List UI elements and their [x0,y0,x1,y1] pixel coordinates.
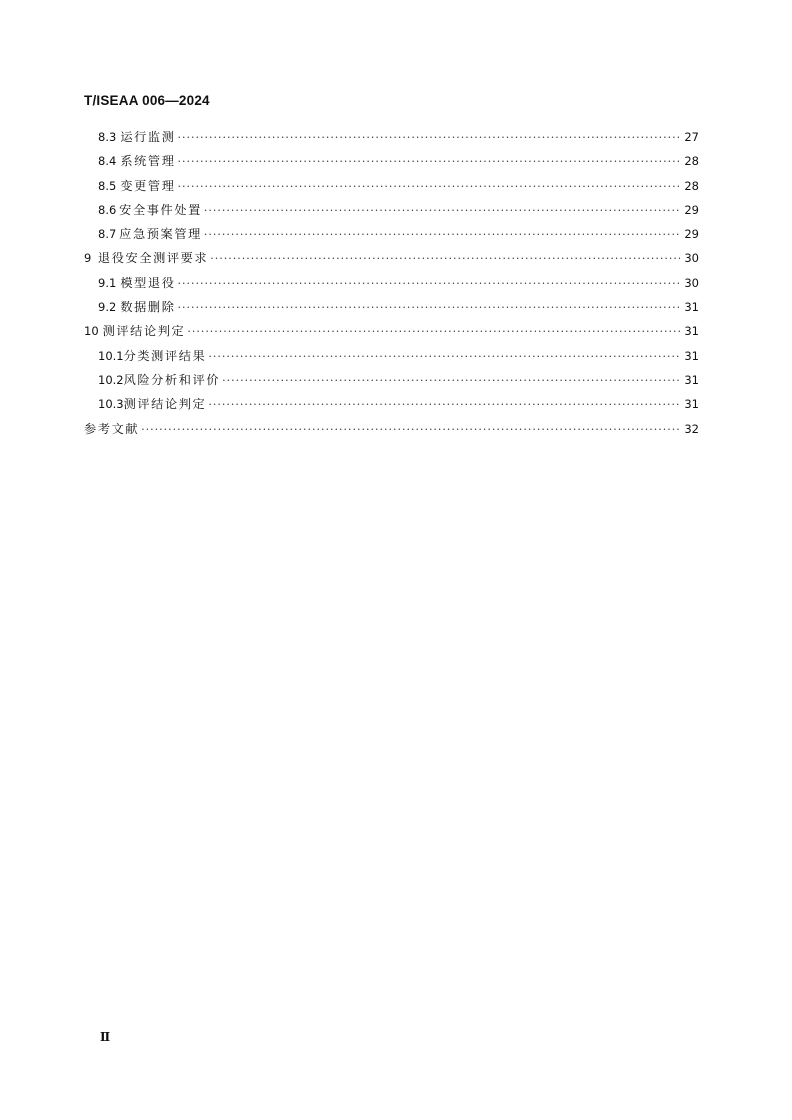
toc-number: 10 [84,324,99,339]
toc-title: 测评结论判定 [102,324,186,339]
toc-number: 8.6 [98,202,117,217]
toc-number: 8.3 [98,130,117,144]
toc-entry-9-1[interactable] [84,274,699,298]
dot-leader [178,131,681,144]
dot-leader [178,301,681,314]
toc-page-number: 29 [684,227,699,242]
toc-number: 9.2 [98,300,117,315]
toc-title: 运行监测 [120,130,176,144]
dot-leader [208,350,680,363]
dot-leader [204,228,680,241]
dot-leader [208,398,680,411]
toc-title: 安全事件处置 [119,202,202,217]
toc-entry-10-2[interactable] [84,371,699,395]
toc-title: 参考文献 [84,421,140,436]
toc-page-number: 30 [684,275,699,290]
toc-title: 变更管理 [120,178,176,193]
toc-entry-8-6[interactable] [84,201,699,225]
toc-entry-9[interactable] [84,249,699,273]
toc-entry-references[interactable] [84,420,699,444]
table-of-contents [84,128,699,444]
toc-page-number: 31 [684,324,699,339]
toc-entry-10-3[interactable] [84,395,699,419]
dot-leader [178,155,681,168]
toc-entry-9-2[interactable] [84,298,699,322]
dot-leader [178,277,681,290]
dot-leader [178,180,681,193]
dot-leader [187,325,680,338]
toc-title: 数据删除 [120,300,176,315]
toc-page-number: 29 [684,202,699,217]
toc-title: 应急预案管理 [119,227,202,242]
toc-page-number: 31 [684,397,699,412]
toc-title: 系统管理 [120,154,176,169]
toc-entry-8-5[interactable] [84,177,699,201]
toc-title: 分类测评结果 [123,348,207,363]
toc-page-number: 32 [684,421,699,436]
toc-page-number: 31 [684,372,699,387]
toc-title: 模型退役 [120,275,176,290]
toc-number: 8.4 [98,154,117,169]
toc-entry-8-7[interactable] [84,225,699,249]
toc-number: 8.7 [98,227,117,242]
toc-title: 退役安全测评要求 [97,251,209,266]
dot-leader [204,204,680,217]
dot-leader [141,423,680,436]
toc-number: 10.1 [98,348,124,363]
toc-number: 10.2 [98,372,124,387]
toc-entry-8-4[interactable] [84,152,699,176]
toc-page-number: 28 [684,178,699,193]
toc-page-number: 31 [684,348,699,363]
toc-number: 9.1 [98,275,117,290]
toc-number: 10.3 [98,397,124,412]
toc-page-number: 27 [684,130,699,144]
dot-leader [222,374,680,387]
toc-page-number: 30 [684,251,699,266]
toc-title: 测评结论判定 [123,397,207,412]
dot-leader [210,252,680,265]
toc-entry-10-1[interactable] [84,347,699,371]
toc-number: 8.5 [98,178,117,193]
document-code: T/ISEAA 006—2024 [84,93,210,108]
toc-number: 9 [84,251,92,266]
toc-page-number: 28 [684,154,699,169]
toc-page-number: 31 [684,300,699,315]
toc-entry-10[interactable] [84,322,699,346]
page-number-roman: Ⅱ [100,1030,111,1044]
toc-title: 风险分析和评价 [123,372,221,387]
toc-entry-8-3[interactable] [84,128,699,152]
